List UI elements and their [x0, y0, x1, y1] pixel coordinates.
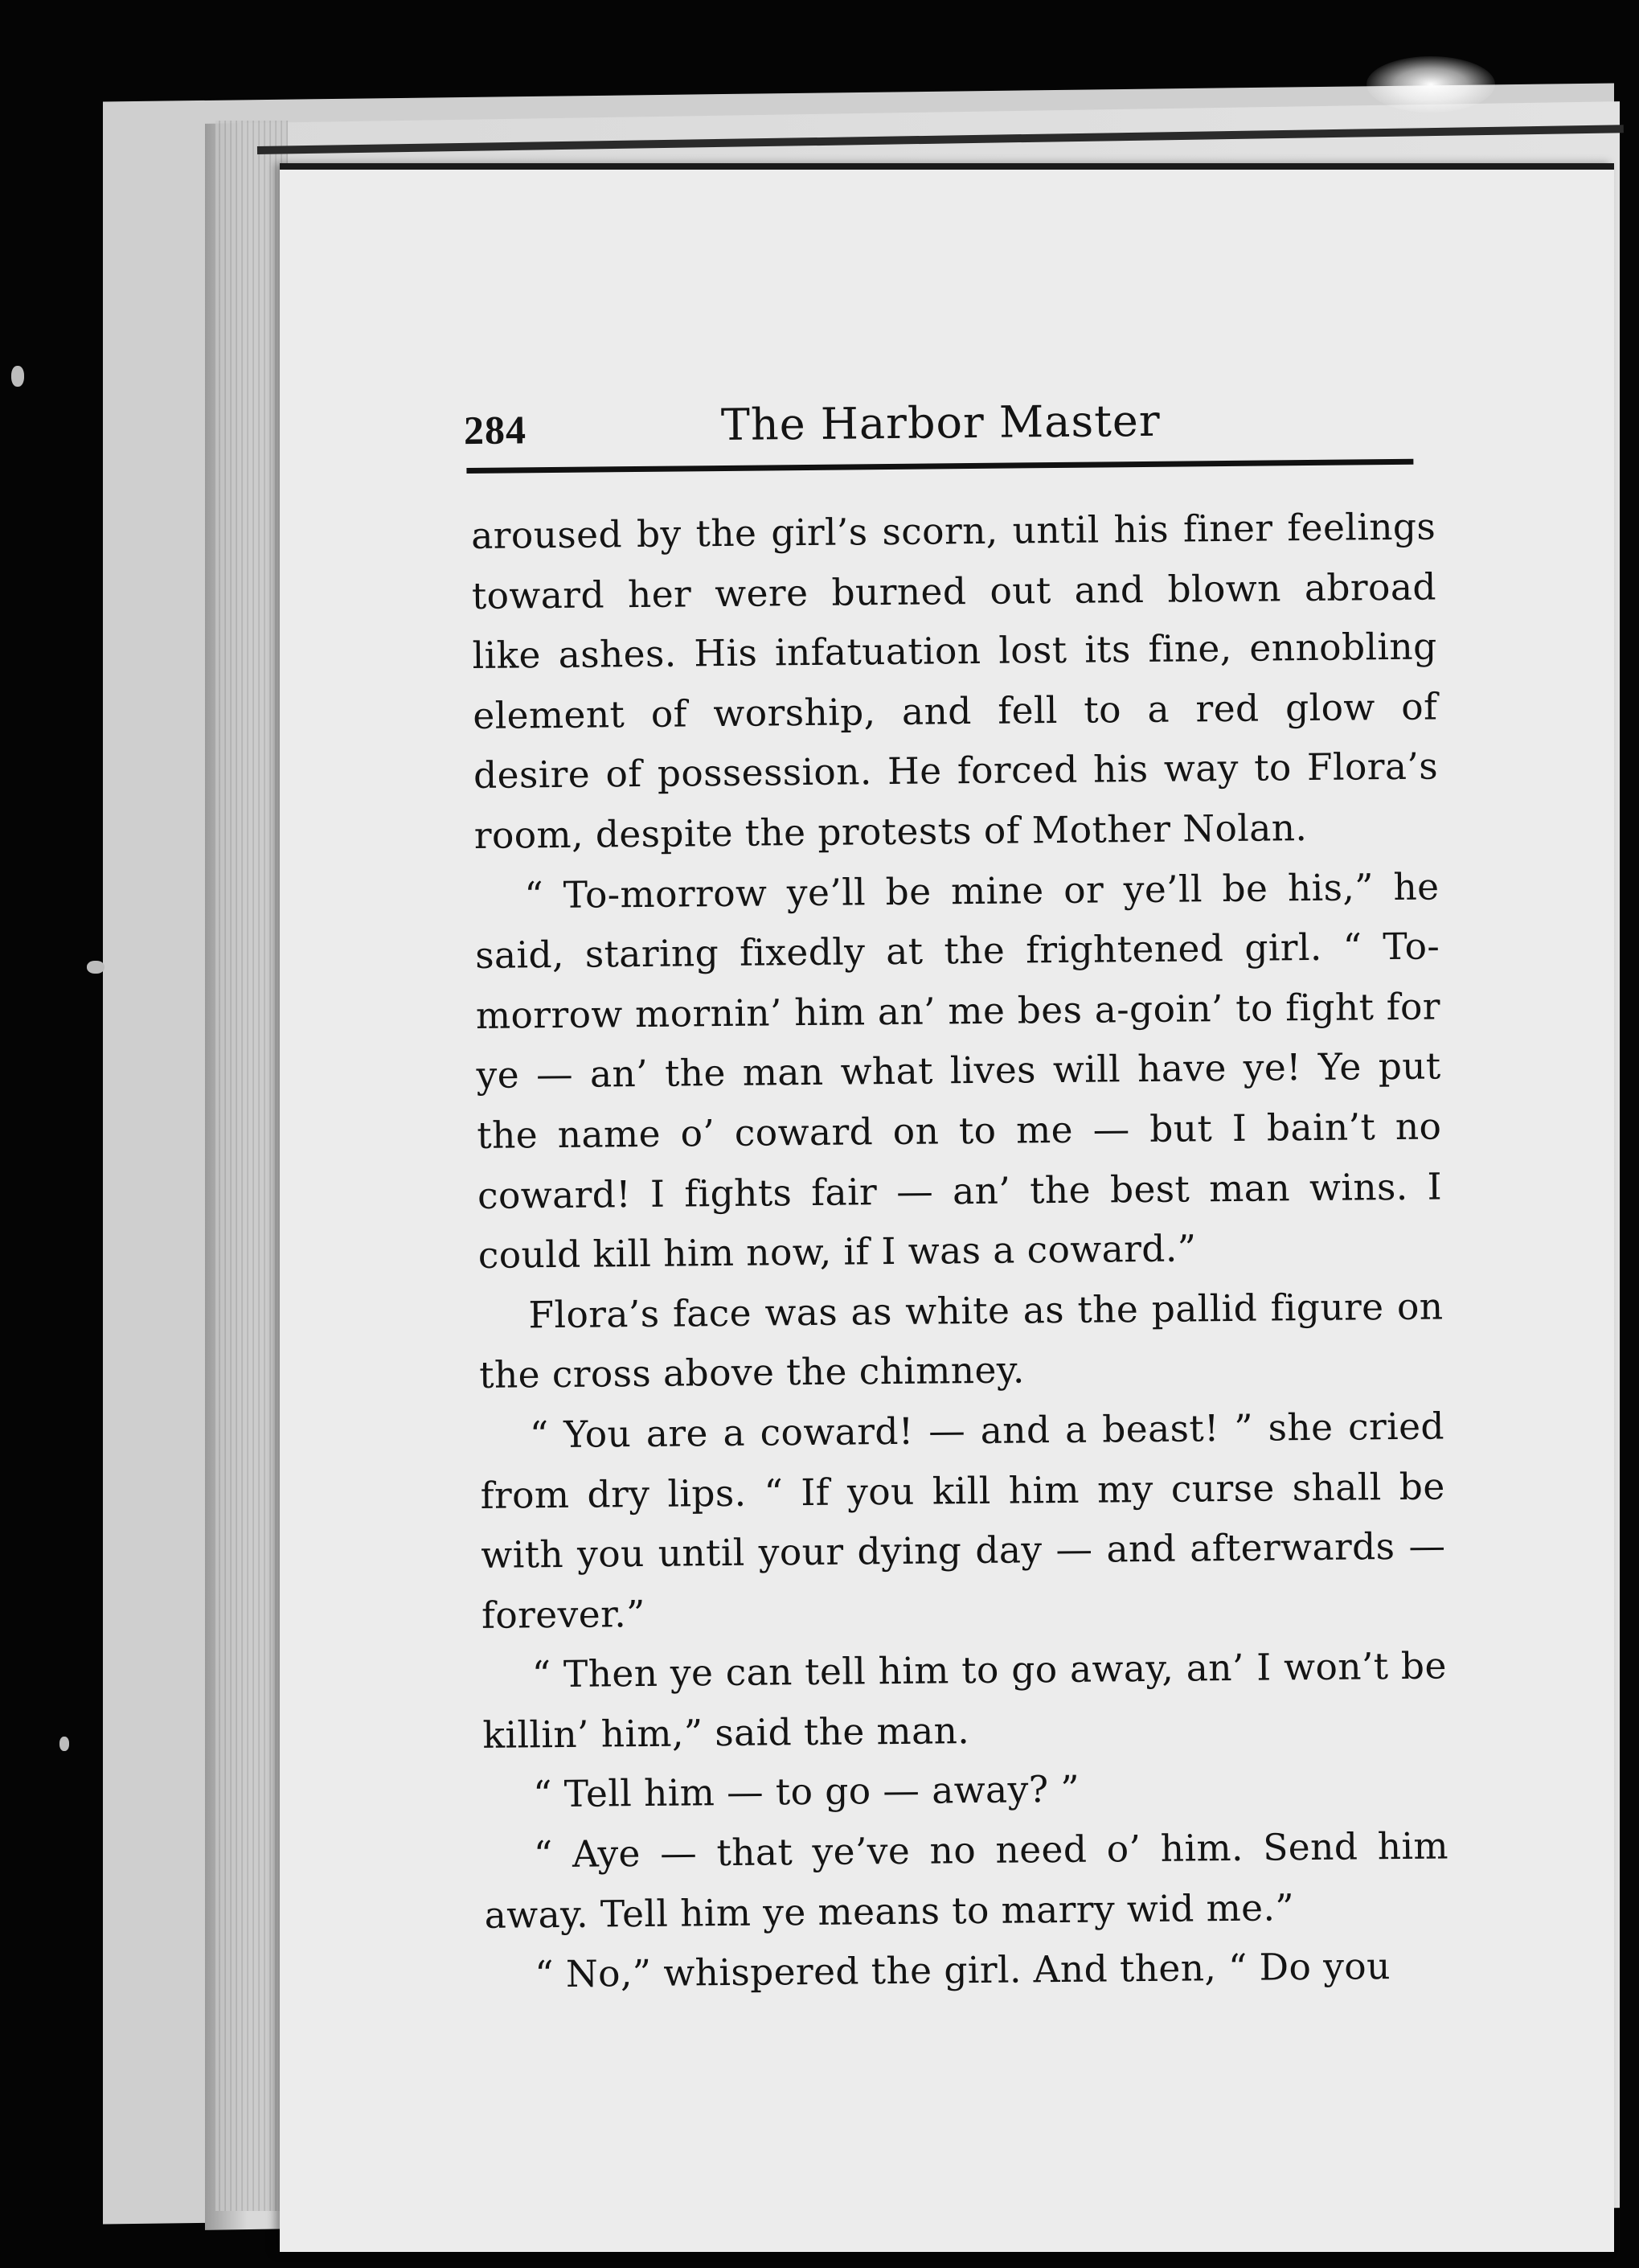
paragraph: “ No,” whispered the girl. And then, “ Do you: [535, 1945, 1391, 1996]
paragraph: “ Aye — that ye’ve no need o’ him. Send him away. Tell him ye means to marry wid me.”: [484, 1824, 1449, 1937]
paragraph: “ Then ye can tell him to go away, an’ I won’t be killin’ him,” said the man.: [482, 1644, 1448, 1757]
paragraph: “ To-morrow ye’ll be mine or ye’ll be his,” he said, staring fixedly at the frightened girl. “ To-morrow mornin’ him an’ me bes a-goin’ to fight for ye — an’ the man what lives will have ye! Ye put the name o’ coward on to me — but I bain’t no coward! I fights fair — an’ the best man wins. I could kill him now, if I was a coward.”: [474, 865, 1443, 1278]
running-title: The Harbor Master: [720, 395, 1161, 451]
paragraph: “ You are a coward! — and a beast! ” she cried from dry lips. “ If you kill him my curse shall be with you until your dying day — and afterwards — forever.”: [480, 1405, 1446, 1637]
running-head: [464, 393, 1421, 466]
page-number: 284: [463, 407, 527, 453]
paragraph: aroused by the girl’s scorn, until his finer feelings toward her were burned out and blown abroad like ashes. His infatuation lost its fine, ennobling element of worship, and fell to a red glow of desire of possession. He forced his way to Flora’s room, despite the protests of Mother Nolan.: [470, 505, 1439, 857]
paragraph: “ Tell him — to go — away? ”: [532, 1768, 1080, 1816]
paragraph: Flora’s face was as white as the pallid figure on the cross above the chimney.: [478, 1285, 1444, 1397]
body-text: [471, 497, 1450, 2005]
